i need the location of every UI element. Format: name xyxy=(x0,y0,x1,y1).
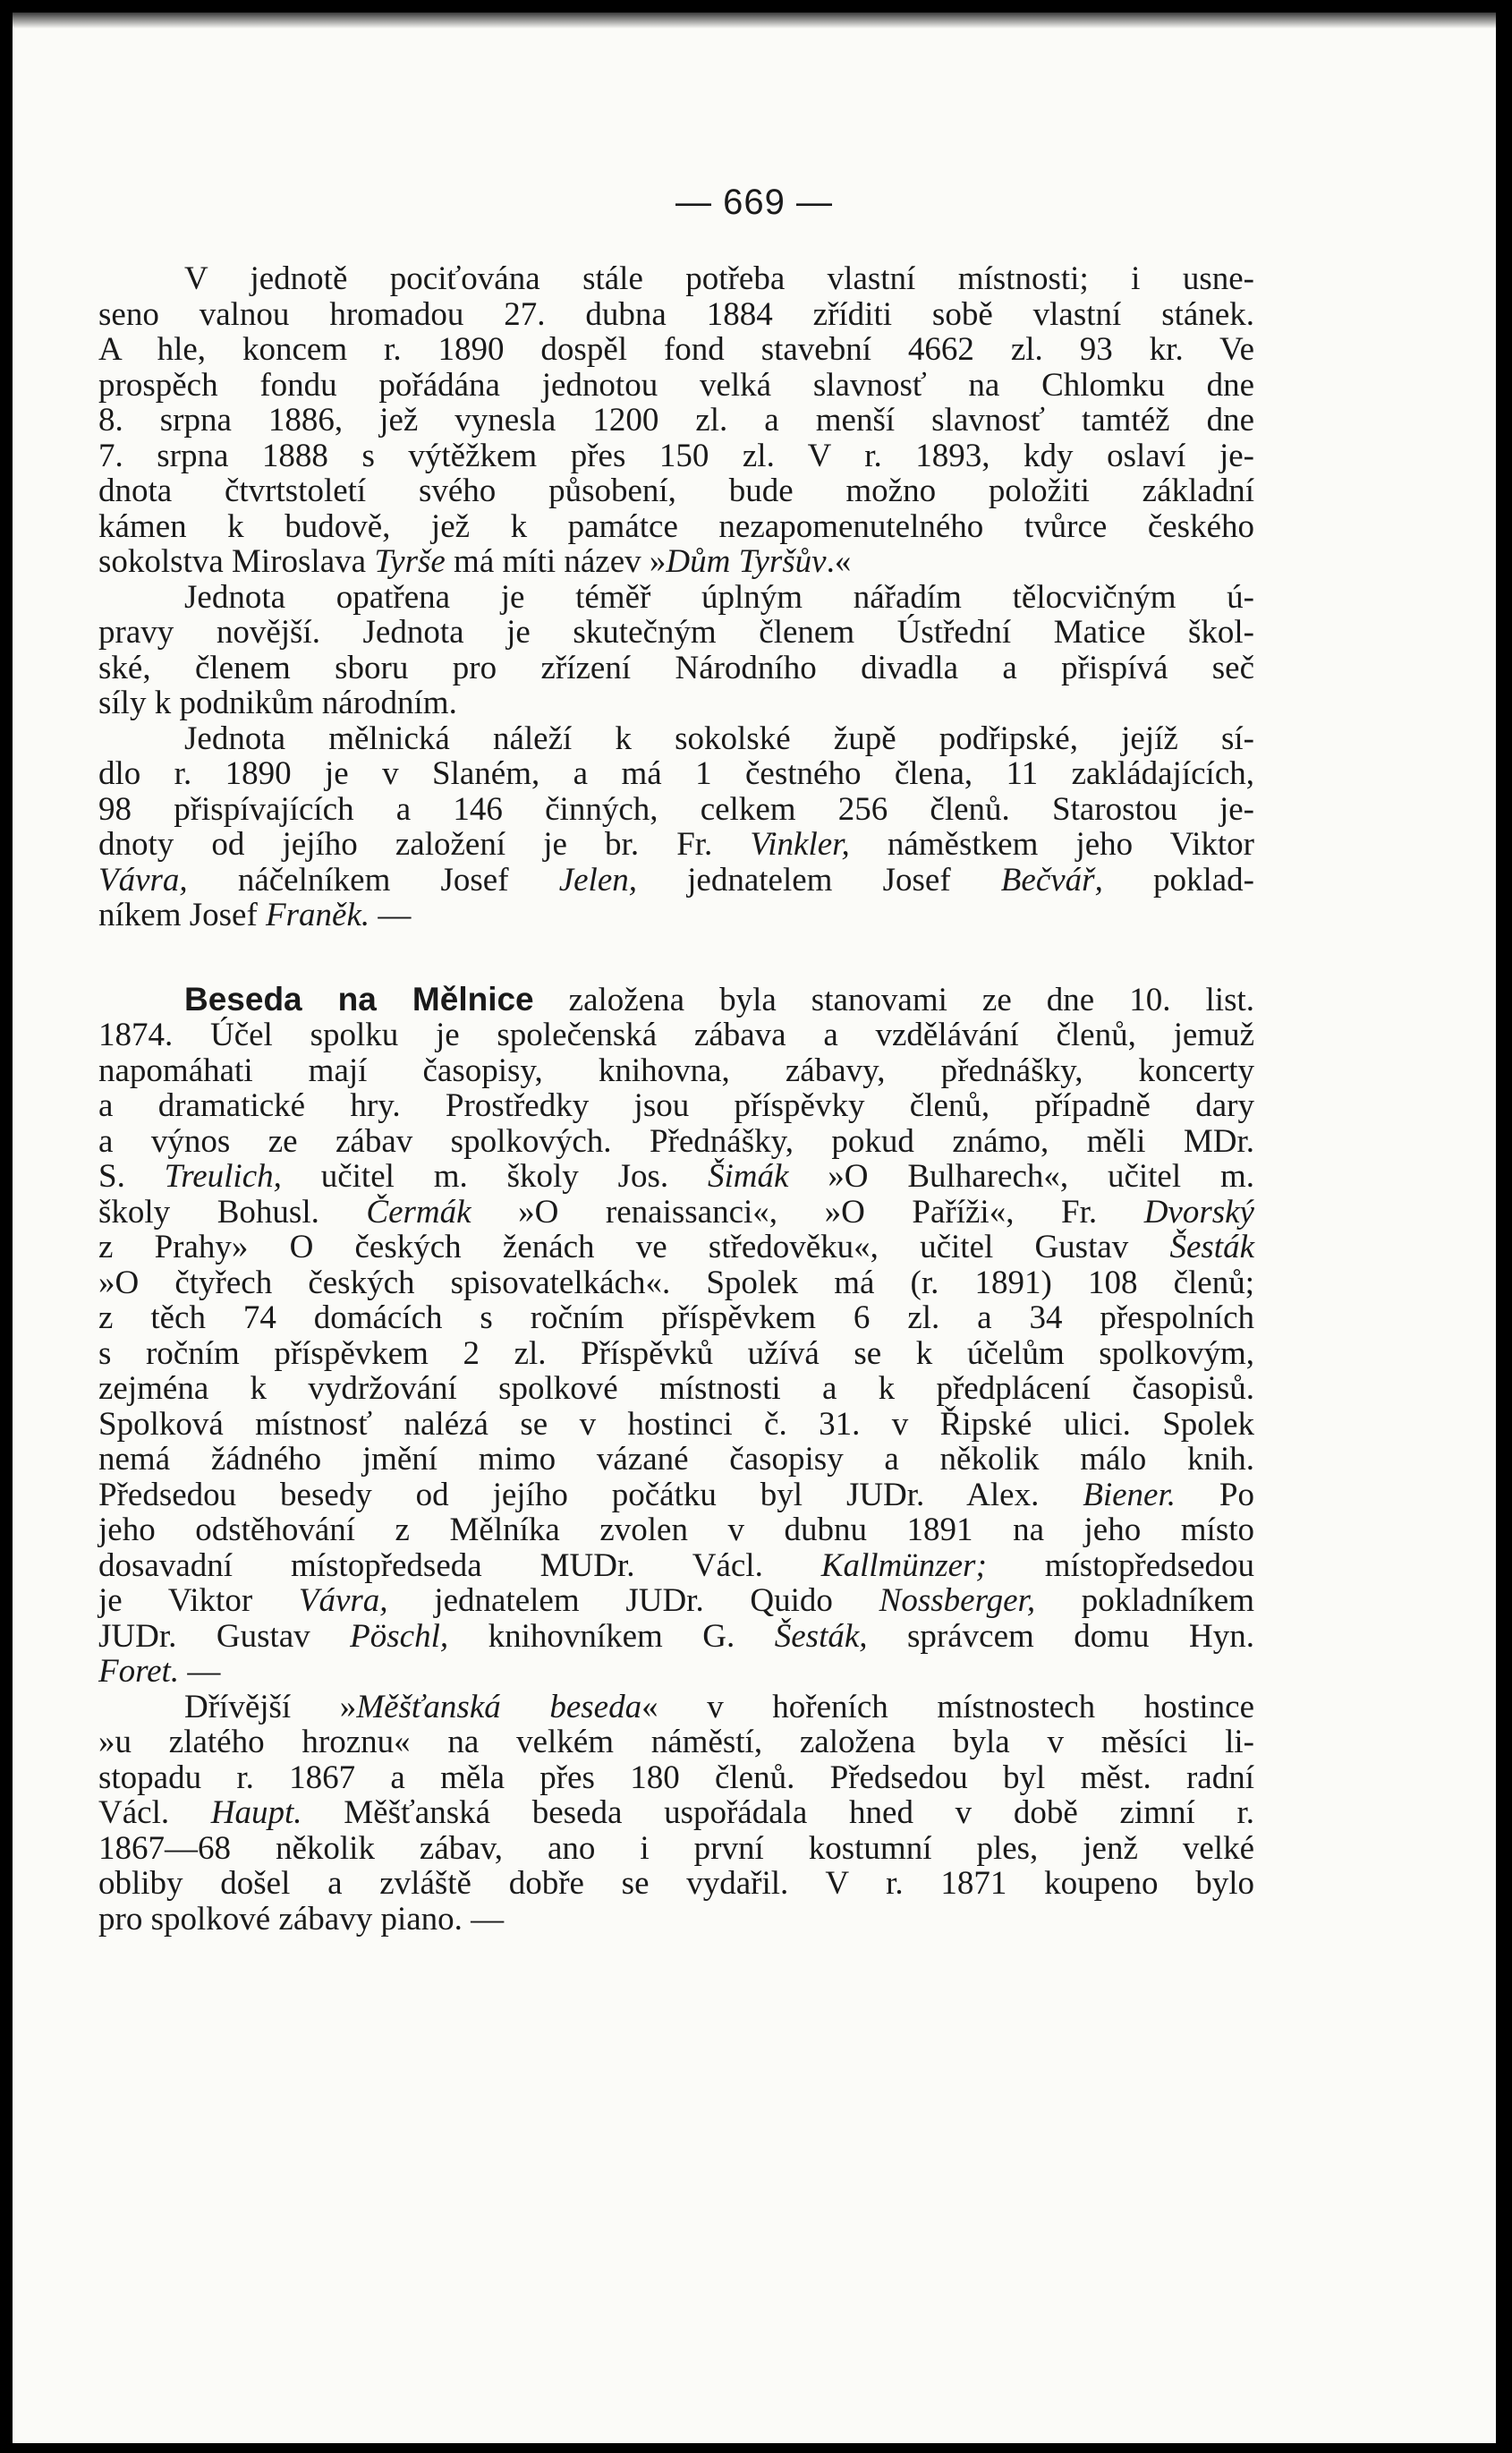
text-line: 1867—68 několik zábav, ano i první kostumní ples, jenž velké xyxy=(98,1829,1254,1867)
text-line xyxy=(98,1654,1254,1690)
text-line xyxy=(98,544,1254,580)
text-line xyxy=(98,1583,1254,1619)
text-line xyxy=(98,1195,1254,1231)
text-run: »O Bulharech«, učitel m. xyxy=(788,1158,1254,1195)
text-line: pro spolkové zábavy piano. — xyxy=(98,1900,505,1938)
text-line xyxy=(98,1690,1254,1725)
text-run: náčelníkem Josef xyxy=(187,861,559,899)
paragraph-mestanska-beseda xyxy=(98,1690,1254,1938)
text-line: kámen k budově, jež k památce nezapomenutelného tvůrce českého xyxy=(98,507,1254,545)
text-run: — xyxy=(370,897,412,933)
text-line: síly k podnikům národním. xyxy=(98,685,457,721)
text-run: jednatelem Josef xyxy=(637,861,1001,899)
text-line: obliby došel a zvláště dobře se vydařil. V r. 1871 koupeno bylo xyxy=(98,1865,1254,1902)
italic-name: Haupt. xyxy=(210,1794,302,1831)
italic-name: Biener. xyxy=(1083,1476,1176,1513)
page-number: — 669 — xyxy=(675,183,833,222)
italic-name: Nossberger, xyxy=(879,1582,1036,1619)
text-line xyxy=(98,1795,1254,1831)
text-line xyxy=(98,898,1254,933)
paragraph-equipment xyxy=(98,580,1254,721)
text-run: níkem Josef xyxy=(98,897,267,933)
text-line xyxy=(98,1619,1254,1655)
text-run: Václ. xyxy=(98,1794,211,1831)
text-run: místopředsedou xyxy=(986,1546,1254,1584)
italic-name: Šesták xyxy=(1169,1229,1254,1265)
text-line xyxy=(98,1548,1254,1584)
paragraph-members xyxy=(98,721,1254,933)
text-run: školy Bohusl. xyxy=(98,1193,367,1231)
text-run: .« xyxy=(826,543,852,580)
text-run: knihovníkem G. xyxy=(448,1617,775,1655)
text-line xyxy=(98,1159,1254,1195)
italic-name: Vávra, xyxy=(98,861,188,899)
text-run: jednatelem JUDr. Quido xyxy=(387,1582,879,1619)
text-line: prospěch fondu pořádána jednotou velká slavnosť na Chlomku dne xyxy=(98,366,1254,404)
scanned-page xyxy=(13,13,1496,2443)
text-run: sokolstva Miroslava xyxy=(98,543,375,580)
text-line: jeho odstěhování z Mělníka zvolen v dubnu 1891 na jeho místo xyxy=(98,1512,1254,1548)
text-line: 7. srpna 1888 s výtěžkem přes 150 zl. V r. 1893, kdy oslaví je- xyxy=(98,437,1254,474)
text-line xyxy=(98,827,1254,863)
italic-name: Foret. xyxy=(98,1653,180,1690)
text-line xyxy=(98,1478,1254,1513)
italic-name: Pöschl, xyxy=(350,1617,449,1655)
text-run: dnoty od jejího založení je br. Fr. xyxy=(98,826,751,863)
italic-name: Čermák xyxy=(366,1193,471,1231)
text-run: poklad- xyxy=(1102,861,1254,899)
text-run: založena byla stanovami ze dne 10. list. xyxy=(533,981,1254,1018)
text-run: Po xyxy=(1176,1476,1254,1513)
text-line: 98 přispívajících a 146 činných, celkem 256 členů. Starostou je- xyxy=(98,790,1254,828)
text-run: JUDr. Gustav xyxy=(98,1617,351,1655)
italic-name: Šesták, xyxy=(774,1617,868,1655)
text-line: Jednota opatřena je téměř úplným nářadím tělocvičným ú- xyxy=(184,578,1254,616)
text-run: Dřívější » xyxy=(184,1688,357,1725)
italic-name: Vinkler, xyxy=(750,826,850,863)
italic-name: Bečvář, xyxy=(1000,861,1103,899)
italic-title: Dům Tyršův xyxy=(666,543,827,580)
text-run: pokladníkem xyxy=(1035,1582,1254,1619)
text-line: Spolková místnosť nalézá se v hostinci č. 31. v Řipské ulici. Spolek xyxy=(98,1405,1254,1443)
text-line: pravy novější. Jednota je skutečným členem Ústřední Matice škol- xyxy=(98,614,1254,651)
text-line: 8. srpna 1886, jež vynesla 1200 zl. a menší slavnosť tamtéž dne xyxy=(98,402,1254,439)
text-run: z Prahy» O českých ženách ve středověku«, učitel Gustav xyxy=(98,1229,1170,1265)
text-run: je Viktor xyxy=(98,1582,299,1619)
italic-title: Měšťanská beseda xyxy=(356,1688,642,1725)
text-line xyxy=(98,863,1254,899)
text-line: ské, členem sboru pro zřízení Národního divadla a přispívá seč xyxy=(98,649,1254,686)
italic-name: Treulich, xyxy=(164,1158,282,1195)
italic-name: Vávra, xyxy=(298,1582,388,1619)
paragraph-beseda xyxy=(98,982,1254,1690)
text-line: napomáhati mají časopisy, knihovna, zábavy, přednášky, koncerty xyxy=(98,1052,1254,1089)
italic-name: Kallmünzer; xyxy=(820,1546,987,1584)
text-run: Měšťanská beseda uspořádala hned v době zimní r. xyxy=(302,1794,1254,1831)
text-run: S. xyxy=(98,1158,165,1195)
section-heading: Beseda na Mělnice xyxy=(184,980,534,1018)
italic-name: Dvorský xyxy=(1143,1193,1254,1231)
paragraph-jednota-building xyxy=(98,261,1254,580)
text-run: Předsedou besedy od jejího počátku byl JUDr. Alex. xyxy=(98,1476,1083,1513)
scan-edge xyxy=(13,13,1496,29)
text-line: dlo r. 1890 je v Slaném, a má 1 čestného člena, 11 zakládajících, xyxy=(98,755,1254,792)
text-line: V jednotě pociťována stále potřeba vlastní místnosti; i usne- xyxy=(184,260,1254,297)
text-line: s ročním příspěvkem 2 zl. Příspěvků užívá se k účelům spolkovým, xyxy=(98,1334,1254,1372)
text-run: má míti název » xyxy=(445,543,667,580)
text-run: »O renaissanci«, »O Paříži«, Fr. xyxy=(471,1193,1144,1231)
text-run: — xyxy=(179,1653,221,1690)
italic-name: Franěk. xyxy=(266,897,370,933)
text-line: 1874. Účel spolku je společenská zábava a vzdělávání členů, jemuž xyxy=(98,1017,1254,1053)
text-line xyxy=(98,1230,1254,1265)
text-line: stopadu r. 1867 a měla přes 180 členů. Předsedou byl měst. radní xyxy=(98,1759,1254,1796)
italic-name: Tyrše xyxy=(374,543,446,580)
text-run: učitel m. školy Jos. xyxy=(281,1158,708,1195)
text-line: a výnos ze zábav spolkových. Přednášky, pokud známo, měli MDr. xyxy=(98,1122,1254,1160)
text-line xyxy=(98,982,1254,1018)
text-run: správcem domu Hyn. xyxy=(867,1617,1254,1655)
text-line: zejména k vydržování spolkové místnosti a k předplácení časopisů. xyxy=(98,1370,1254,1407)
text-line: A hle, koncem r. 1890 dospěl fond stavební 4662 zl. 93 kr. Ve xyxy=(98,331,1254,368)
text-line: dnota čtvrtstoletí svého působení, bude možno položiti základní xyxy=(98,473,1254,509)
text-line: nemá žádného jmění mimo vázané časopisy a několik málo knih. xyxy=(98,1441,1254,1478)
text-run: dosavadní místopředseda MUDr. Václ. xyxy=(98,1546,821,1584)
text-run: náměstkem jeho Viktor xyxy=(849,826,1254,863)
text-line: z těch 74 domácích s ročním příspěvkem 6 zl. a 34 přespolních xyxy=(98,1299,1254,1336)
text-line: »O čtyřech českých spisovatelkách«. Spolek má (r. 1891) 108 členů; xyxy=(98,1264,1254,1301)
text-line: a dramatické hry. Prostředky jsou příspěvky členů, případně dary xyxy=(98,1087,1254,1124)
section-gap xyxy=(98,933,1254,982)
text-line: seno valnou hromadou 27. dubna 1884 zříditi sobě vlastní stánek. xyxy=(98,295,1254,333)
text-run: « v hořeních místnostech hostince xyxy=(641,1688,1255,1725)
text-line: Jednota mělnická náleží k sokolské župě podřipské, jejíž sí- xyxy=(184,720,1254,757)
italic-name: Šimák xyxy=(708,1158,789,1195)
body-text xyxy=(98,261,1254,1937)
text-line: »u zlatého hroznu« na velkém náměstí, založena byla v měsíci li- xyxy=(98,1724,1254,1760)
italic-name: Jelen, xyxy=(558,861,637,899)
